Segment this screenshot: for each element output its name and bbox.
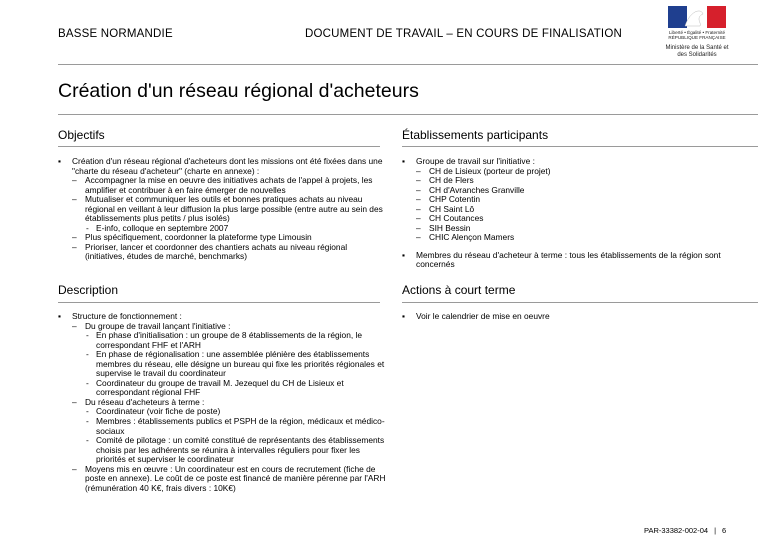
list-item-text: Moyens mis en œuvre : Un coordinateur est en cours de recrutement (fiche de poste en annexe). Le coût de ce poste est financé de manière pérenne par l'ARH (rémunération 40 K€, frais divers : 10K€) <box>85 463 386 493</box>
list-item-text: SIH Bessin <box>429 222 471 233</box>
list-item-text: Membres : établissements publics et PSPH de la région, médicaux et médico-sociaux <box>96 416 385 436</box>
bullet-marker: – <box>72 320 77 331</box>
list-item-text: Structure de fonctionnement : <box>72 311 182 321</box>
logo-ministere: Ministère de la Santé et des Solidarités <box>665 45 729 58</box>
list-item <box>58 157 388 176</box>
bullet-marker: – <box>72 463 77 474</box>
page-number: 6 <box>722 526 727 535</box>
divider-objectifs <box>58 146 380 147</box>
page-title: Création d'un réseau régional d'acheteurs <box>58 80 419 102</box>
bullet-marker: – <box>72 175 77 186</box>
page-footer <box>644 526 726 535</box>
list-item <box>402 312 738 322</box>
divider-actions <box>402 302 758 303</box>
list-item <box>58 436 388 465</box>
list-etablissements <box>402 157 738 270</box>
list-item-text: Plus spécifiquement, coordonner la plateforme type Limousin <box>85 232 312 243</box>
list-item-text: CH de Flers <box>429 175 474 186</box>
bullet-marker: – <box>416 213 421 224</box>
bullet-marker: – <box>416 203 421 214</box>
region-label: BASSE NORMANDIE <box>58 28 173 40</box>
bullet-marker: – <box>72 194 77 205</box>
list-item-text: CHP Cotentin <box>429 194 481 205</box>
bullet-marker: – <box>416 184 421 195</box>
bullet-marker: – <box>72 232 77 243</box>
divider-description <box>58 302 380 303</box>
bullet-marker: – <box>416 165 421 176</box>
list-item <box>58 465 388 494</box>
list-item-text: CH d'Avranches Granville <box>429 184 525 195</box>
list-item-text: CH Saint Lô <box>429 203 475 214</box>
bullet-marker: - <box>86 377 89 388</box>
list-description <box>58 312 388 493</box>
list-item <box>402 251 738 270</box>
list-item-text: En phase de régionalisation : une assemblée plénière des établissements membres du réseau, elle désigne un bureau qui fixe les priorités régionales et supervise le travail du coordinateur <box>96 349 385 379</box>
list-objectifs <box>58 157 388 262</box>
list-item <box>58 176 388 195</box>
bullet-marker: – <box>416 232 421 243</box>
bullet-marker: ▪ <box>58 311 61 321</box>
bullet-marker: – <box>416 194 421 205</box>
footer-separator: | <box>714 526 717 535</box>
list-item-text: Coordinateur du groupe de travail M. Jezequel du CH de Lisieux et correspondant régional FHF <box>96 377 344 398</box>
list-item-text: Mutualiser et communiquer les outils et bonnes pratiques achats au niveau régional en veillant à leur diffusion la plus large possible (entre autre au sein des établissements plus petits / plus isolés) <box>85 194 383 224</box>
bullet-marker: - <box>86 330 89 341</box>
bullet-marker: – <box>416 222 421 233</box>
list-item-text: En phase d'initialisation : un groupe de 8 établissements de la région, le correspondant FHF et l'ARH <box>96 330 363 350</box>
section-title-objectifs: Objectifs <box>58 128 105 142</box>
bullet-marker: ▪ <box>402 311 405 321</box>
ministry-logo <box>664 6 730 62</box>
list-item <box>58 195 388 224</box>
list-item-text: Voir le calendrier de mise en oeuvre <box>416 311 550 321</box>
bullet-marker: - <box>86 435 89 446</box>
list-item <box>58 350 388 379</box>
title-divider <box>58 114 758 115</box>
section-title-description: Description <box>58 283 119 297</box>
bullet-marker: ▪ <box>58 156 61 166</box>
list-item <box>58 417 388 436</box>
header-divider <box>58 64 758 65</box>
list-item <box>58 331 388 350</box>
bullet-marker: ▪ <box>402 156 405 166</box>
bullet-marker: - <box>86 222 89 233</box>
list-item-text: Création d'un réseau régional d'acheteurs dont les missions ont été fixées dans une "charte du réseau d'acheteur" (charte en annexe) : <box>72 156 383 176</box>
list-item-text: Comité de pilotage : un comité constitué de représentants des établissements choisis par les adhérents se réunira à intervalles réguliers pour fixer les priorités et superviser le coordinateur <box>96 435 385 465</box>
document-reference: PAR-33382-002-04 <box>644 526 709 535</box>
bullet-marker: - <box>86 406 89 417</box>
list-item-text: Accompagner la mise en oeuvre des initiatives achats de l'appel à projets, les amplifier et contribuer à en faire émerger de nouvelles <box>85 175 373 195</box>
list-item-text: Groupe de travail sur l'initiative : <box>416 156 535 166</box>
list-item-text: CH Coutances <box>429 213 484 224</box>
list-item-text: Du groupe de travail lançant l'initiative : <box>85 320 231 331</box>
list-item-text: Membres du réseau d'acheteur à terme : tous les établissements de la région sont concernés <box>416 249 721 270</box>
bullet-marker: - <box>86 349 89 360</box>
list-item-text: CHIC Alençon Mamers <box>429 232 515 243</box>
list-item <box>58 243 388 262</box>
list-item <box>402 233 738 243</box>
section-title-actions: Actions à court terme <box>402 283 516 297</box>
list-item-text: Coordinateur (voir fiche de poste) <box>96 406 221 417</box>
document-status: DOCUMENT DE TRAVAIL – EN COURS DE FINALISATION <box>305 28 622 40</box>
bullet-marker: - <box>86 416 89 427</box>
list-item-text: E-info, colloque en septembre 2007 <box>96 222 229 233</box>
logo-republique: Liberté • Égalité • Fraternité RÉPUBLIQUE FRANÇAISE <box>668 30 726 41</box>
bullet-marker: – <box>416 175 421 186</box>
list-item-text: Prioriser, lancer et coordonner des chantiers achats au niveau régional (initiatives, études de marché, benchmarks) <box>85 241 348 262</box>
bullet-marker: ▪ <box>402 249 405 260</box>
list-actions <box>402 312 738 322</box>
bullet-marker: – <box>72 396 77 407</box>
list-item-text: Du réseau d'acheteurs à terme : <box>85 396 205 407</box>
section-title-etablissements: Établissements participants <box>402 128 549 142</box>
divider-etablissements <box>402 146 758 147</box>
list-item-text: CH de Lisieux (porteur de projet) <box>429 165 551 176</box>
bullet-marker: – <box>72 241 77 252</box>
list-item <box>58 379 388 398</box>
marianne-flag-icon <box>668 6 726 28</box>
